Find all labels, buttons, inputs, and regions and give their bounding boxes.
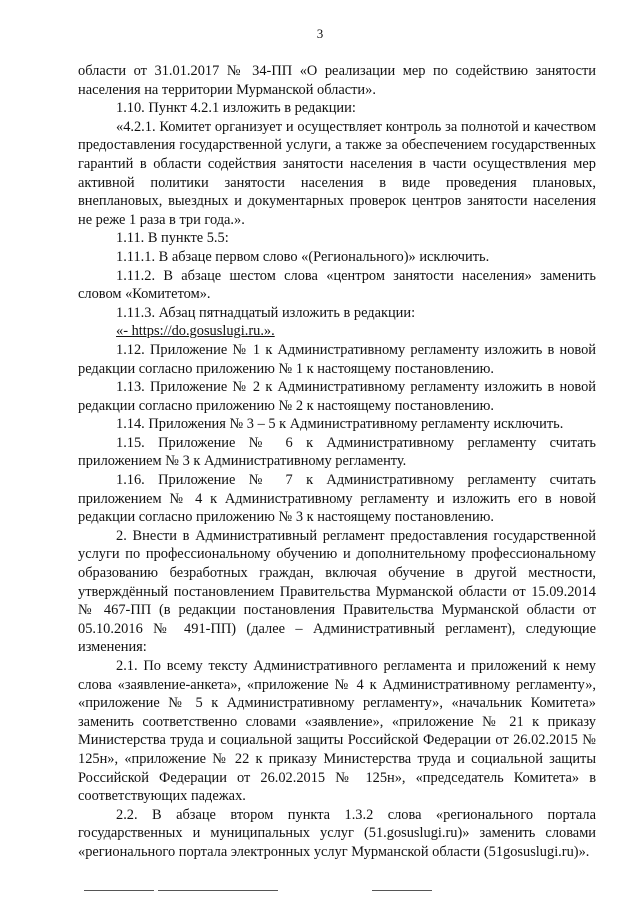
paragraph: 1.11.1. В абзаце первом слово «(Регионального)» исключить.	[116, 248, 490, 265]
footer-rule	[372, 890, 432, 891]
paragraph: области от 31.01.2017 № 34-ПП «О реализации мер по содействию занятости населения на территории Мурманской области».	[78, 63, 596, 98]
paragraph: 1.11. В пункте 5.5:	[116, 230, 229, 247]
paragraph: 1.12. Приложение № 1 к Административному регламенту изложить в новой редакции согласно приложению № 1 к настоящему постановлению.	[78, 341, 596, 377]
paragraph: 1.11.3. Абзац пятнадцатый изложить в редакции:	[116, 304, 416, 321]
paragraph: 1.13. Приложение № 2 к Административному регламенту изложить в новой редакции согласно приложению № 2 к настоящему постановлению.	[78, 379, 596, 414]
paragraph: 1.15. Приложение № 6 к Административному регламенту считать приложением № 3 к Административному регламенту.	[78, 434, 596, 470]
page-number: 3	[316, 26, 324, 41]
document-body	[78, 62, 596, 862]
paragraph: 2.2. В абзаце втором пункта 1.3.2 слова «регионального портала государственных и муниципальных услуг (51.gosuslugi.ru)» заменить словами «регионального портала электронных услуг Мурманской области (51gosuslugi.ru)».	[78, 806, 596, 860]
paragraph: 2.1. По всему тексту Административного регламента и приложений к нему слова «заявление-анкета», «приложение № 4 к Административному регламенту», «приложение № 5 к Административному регламенту», «начальник Комитета» заменить соответственно словами «заявление», «приложение № 21 к приказу Министерства труда и социальной защиты Российской Федерации от 26.02.2015 № 125н», «приложение № 22 к приказу Министерства труда и социальной защиты Российской Федерации от 26.02.2015 № 125н», «председатель Комитета» в соответствующих падежах.	[78, 658, 596, 805]
gosuslugi-link[interactable]: «- https://do.gosuslugi.ru.».	[116, 323, 275, 340]
footer-rule	[158, 890, 278, 891]
paragraph: 1.16. Приложение № 7 к Административному регламенту считать приложением № 4 к Административному регламенту и изложить его в новой редакции согласно приложению № 3 к настоящему постановлению.	[78, 472, 596, 526]
paragraph: 1.14. Приложения № 3 – 5 к Административному регламенту исключить.	[116, 416, 564, 433]
link-paragraph	[78, 322, 596, 341]
paragraph: 1.10. Пункт 4.2.1 изложить в редакции:	[116, 100, 356, 117]
paragraph: 2. Внести в Административный регламент предоставления государственной услуги по профессиональному обучению и дополнительному профессиональному образованию безработных граждан, включая обучение в другой местности, утверждённый постановлением Правительства Мурманской области от 15.09.2014 № 467-ПП (в редакции постановления Правительства Мурманской области от 05.10.2016 № 491-ПП) (далее – Административный регламент), следующие изменения:	[78, 527, 596, 656]
paragraph: 1.11.2. В абзаце шестом слова «центром занятости населения» заменить словом «Комитетом».	[78, 267, 596, 303]
quoted-paragraph: «4.2.1. Комитет организует и осуществляет контроль за полнотой и качеством предоставления государственной услуги, а также за обеспечением государственных гарантий в области содействия занятости населения в части осуществления мер активной политики занятости населения в виде проведения плановых, внеплановых, выездных и документарных проверок центров занятости населения не реже 1 раза в три года.».	[78, 118, 596, 228]
footer-rule	[84, 890, 154, 891]
